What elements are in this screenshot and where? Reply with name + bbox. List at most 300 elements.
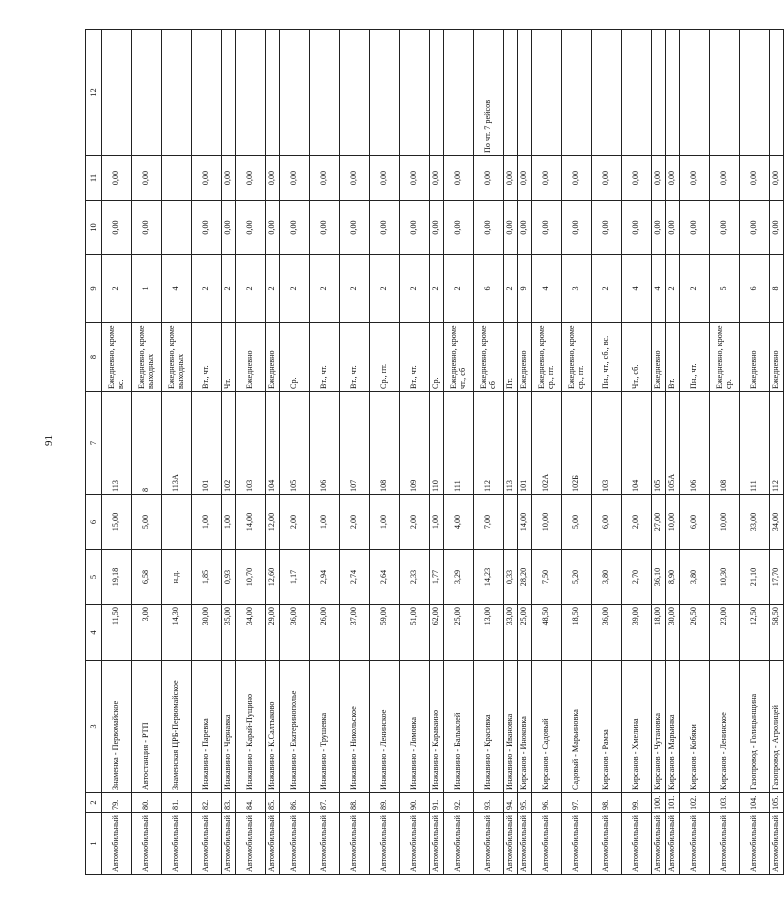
route-code-cell: 105 <box>280 392 310 495</box>
value-cell <box>504 495 518 550</box>
value-cell: 1,17 <box>280 550 310 605</box>
schedule-cell: Ср. <box>430 323 444 392</box>
value-cell: 2,00 <box>400 495 430 550</box>
value-cell: 0,00 <box>310 201 340 255</box>
value-cell: 2,00 <box>622 495 652 550</box>
transport-type-cell: Автомобильный <box>770 813 784 875</box>
table-row <box>370 30 400 875</box>
note-cell <box>236 30 266 156</box>
value-cell: 19,18 <box>102 550 132 605</box>
value-cell: 10,00 <box>532 495 562 550</box>
trips-cell: 2 <box>192 255 222 323</box>
value-cell: 0,00 <box>680 156 710 201</box>
column-header: 4 <box>86 605 102 661</box>
schedule-cell: Пн., чт. <box>680 323 710 392</box>
transport-type-cell: Автомобильный <box>370 813 400 875</box>
route-length-cell: 18,50 <box>562 605 592 661</box>
value-cell: 0,00 <box>592 156 622 201</box>
route-code-cell: 113 <box>504 392 518 495</box>
transport-type-cell: Автомобильный <box>532 813 562 875</box>
row-number-cell: 87. <box>310 793 340 813</box>
value-cell: 0,00 <box>280 201 310 255</box>
trips-cell: 2 <box>680 255 710 323</box>
note-cell <box>162 30 192 156</box>
value-cell: 15,00 <box>102 495 132 550</box>
schedule-cell: Вт., чт. <box>340 323 370 392</box>
value-cell: 0,93 <box>222 550 236 605</box>
value-cell: 34,00 <box>770 495 784 550</box>
value-cell: 1,00 <box>370 495 400 550</box>
value-cell: 1,77 <box>430 550 444 605</box>
route-name-cell: Кирсанов - Кобяки <box>680 661 710 793</box>
trips-cell: 4 <box>622 255 652 323</box>
value-cell: 10,30 <box>710 550 740 605</box>
route-code-cell: 102Б <box>562 392 592 495</box>
route-length-cell: 3,00 <box>132 605 162 661</box>
table-row <box>280 30 310 875</box>
table-row <box>710 30 740 875</box>
table-row <box>680 30 710 875</box>
note-cell <box>740 30 770 156</box>
route-name-cell: Инжавино - К.Салтыково <box>266 661 280 793</box>
value-cell: 0,00 <box>770 201 784 255</box>
value-cell: 0,33 <box>504 550 518 605</box>
value-cell: 0,00 <box>518 201 532 255</box>
value-cell: 14,00 <box>236 495 266 550</box>
route-code-cell: 112 <box>474 392 504 495</box>
schedule-cell: Ежедневно <box>518 323 532 392</box>
value-cell: 28,20 <box>518 550 532 605</box>
schedule-cell: Ежедневно, кроме ср., пт. <box>562 323 592 392</box>
route-length-cell: 39,00 <box>622 605 652 661</box>
table-row <box>666 30 680 875</box>
route-length-cell: 12,50 <box>740 605 770 661</box>
table-row <box>266 30 280 875</box>
value-cell: 0,00 <box>652 201 666 255</box>
note-cell <box>310 30 340 156</box>
value-cell: 7,00 <box>474 495 504 550</box>
row-number-cell: 97. <box>562 793 592 813</box>
route-length-cell: 30,00 <box>192 605 222 661</box>
row-number-cell: 93. <box>474 793 504 813</box>
transport-type-cell: Автомобильный <box>430 813 444 875</box>
value-cell: 10,00 <box>666 495 680 550</box>
note-cell <box>266 30 280 156</box>
route-length-cell: 36,00 <box>592 605 622 661</box>
value-cell: 2,00 <box>280 495 310 550</box>
row-number-cell: 101. <box>666 793 680 813</box>
value-cell: 6,00 <box>680 495 710 550</box>
value-cell: 1,00 <box>222 495 236 550</box>
row-number-cell: 85. <box>266 793 280 813</box>
schedule-cell: Вт., чт. <box>192 323 222 392</box>
trips-cell: 2 <box>236 255 266 323</box>
note-cell <box>340 30 370 156</box>
table-row <box>192 30 222 875</box>
trips-cell: 2 <box>370 255 400 323</box>
note-cell <box>710 30 740 156</box>
row-number-cell: 105. <box>770 793 784 813</box>
transport-type-cell: Автомобильный <box>310 813 340 875</box>
value-cell: 0,00 <box>680 201 710 255</box>
route-name-cell: Инжавино - Ивановка <box>504 661 518 793</box>
transport-type-cell: Автомобильный <box>740 813 770 875</box>
trips-cell: 9 <box>518 255 532 323</box>
trips-cell: 2 <box>266 255 280 323</box>
value-cell: 0,00 <box>532 156 562 201</box>
value-cell: 8,90 <box>666 550 680 605</box>
column-header: 8 <box>86 323 102 392</box>
value-cell: 0,00 <box>444 156 474 201</box>
column-header: 6 <box>86 495 102 550</box>
route-name-cell: Кирсанов - Иноковка <box>518 661 532 793</box>
schedule-cell: Ежедневно <box>236 323 266 392</box>
value-cell: 0,00 <box>266 201 280 255</box>
row-number-cell: 92. <box>444 793 474 813</box>
page-number: 91 <box>43 435 55 446</box>
value-cell: 0,00 <box>532 201 562 255</box>
row-number-cell: 88. <box>340 793 370 813</box>
trips-cell: 2 <box>504 255 518 323</box>
value-cell: 0,00 <box>518 156 532 201</box>
table-body <box>102 30 784 875</box>
note-cell <box>132 30 162 156</box>
value-cell: 36,10 <box>652 550 666 605</box>
table-row <box>562 30 592 875</box>
schedule-cell: Вт., чт. <box>400 323 430 392</box>
note-cell <box>400 30 430 156</box>
note-cell <box>666 30 680 156</box>
route-length-cell: 26,00 <box>310 605 340 661</box>
table-row <box>236 30 266 875</box>
table-row <box>740 30 770 875</box>
trips-cell: 2 <box>592 255 622 323</box>
note-cell <box>770 30 784 156</box>
route-code-cell: 106 <box>310 392 340 495</box>
route-length-cell: 59,00 <box>370 605 400 661</box>
route-length-cell: 58,50 <box>770 605 784 661</box>
note-cell <box>280 30 310 156</box>
value-cell: 5,20 <box>562 550 592 605</box>
route-name-cell: Инжавино - Ленинское <box>370 661 400 793</box>
route-name-cell: Знаменка - Первомайское <box>102 661 132 793</box>
table-row <box>444 30 474 875</box>
table-row <box>474 30 504 875</box>
table-row <box>532 30 562 875</box>
transport-type-cell: Автомобильный <box>266 813 280 875</box>
value-cell: 0,00 <box>280 156 310 201</box>
value-cell: 0,00 <box>666 156 680 201</box>
table-row <box>132 30 162 875</box>
value-cell: 7,50 <box>532 550 562 605</box>
value-cell: 0,00 <box>622 156 652 201</box>
value-cell: 0,00 <box>504 156 518 201</box>
note-cell <box>592 30 622 156</box>
row-number-cell: 95. <box>518 793 532 813</box>
note-cell <box>102 30 132 156</box>
value-cell <box>162 156 192 201</box>
value-cell: 0,00 <box>710 156 740 201</box>
route-code-cell: 112 <box>770 392 784 495</box>
route-code-cell: 8 <box>132 392 162 495</box>
value-cell: 0,00 <box>430 156 444 201</box>
transport-type-cell: Автомобильный <box>340 813 370 875</box>
transport-type-cell: Автомобильный <box>504 813 518 875</box>
schedule-cell: Вт., чт. <box>310 323 340 392</box>
route-name-cell: Кирсанов - Хмелина <box>622 661 652 793</box>
value-cell: 27,00 <box>652 495 666 550</box>
route-name-cell: Кирсанов - Садовый <box>532 661 562 793</box>
value-cell: 0,00 <box>192 156 222 201</box>
trips-cell: 4 <box>652 255 666 323</box>
route-name-cell: Инжавино - Карай-Пущино <box>236 661 266 793</box>
route-length-cell: 33,00 <box>504 605 518 661</box>
trips-cell: 2 <box>430 255 444 323</box>
row-number-cell: 100. <box>652 793 666 813</box>
schedule-cell: Ежедневно, кроме ср. <box>710 323 740 392</box>
schedule-cell: Вт. <box>666 323 680 392</box>
table-row <box>652 30 666 875</box>
route-code-cell: 108 <box>370 392 400 495</box>
transport-type-cell: Автомобильный <box>192 813 222 875</box>
value-cell: 5,00 <box>562 495 592 550</box>
route-length-cell: 35,00 <box>222 605 236 661</box>
table-row <box>430 30 444 875</box>
value-cell: 0,00 <box>622 201 652 255</box>
route-name-cell: Газопровод - Голицынщина <box>740 661 770 793</box>
table-row <box>518 30 532 875</box>
value-cell: 2,00 <box>340 495 370 550</box>
row-number-cell: 83. <box>222 793 236 813</box>
trips-cell: 2 <box>340 255 370 323</box>
route-length-cell: 25,00 <box>444 605 474 661</box>
route-code-cell: 108 <box>710 392 740 495</box>
value-cell: 2,94 <box>310 550 340 605</box>
row-number-cell: 86. <box>280 793 310 813</box>
transport-type-cell: Автомобильный <box>710 813 740 875</box>
route-name-cell: Знаменская ЦРБ-Первомайское <box>162 661 192 793</box>
note-cell: По чт. 7 рейсов <box>474 30 504 156</box>
route-name-cell: Инжавино - Красивка <box>474 661 504 793</box>
transport-type-cell: Автомобильный <box>474 813 504 875</box>
route-code-cell: 106 <box>680 392 710 495</box>
note-cell <box>192 30 222 156</box>
schedule-cell: Ежедневно <box>770 323 784 392</box>
value-cell: 0,00 <box>192 201 222 255</box>
note-cell <box>532 30 562 156</box>
route-length-cell: 62,00 <box>430 605 444 661</box>
trips-cell: 5 <box>710 255 740 323</box>
transport-type-cell: Автомобильный <box>102 813 132 875</box>
trips-cell: 2 <box>280 255 310 323</box>
route-length-cell: 30,00 <box>666 605 680 661</box>
schedule-cell: Ежедневно, кроме сб <box>474 323 504 392</box>
route-name-cell: Инжавино - Екатеринополье <box>280 661 310 793</box>
value-cell <box>162 495 192 550</box>
value-cell: 33,00 <box>740 495 770 550</box>
table-row <box>310 30 340 875</box>
schedule-cell: Ежедневно, кроме чт., сб <box>444 323 474 392</box>
column-header: 5 <box>86 550 102 605</box>
value-cell: 17,70 <box>770 550 784 605</box>
value-cell: 0,00 <box>562 201 592 255</box>
route-name-cell: Инжавино - Паревка <box>192 661 222 793</box>
value-cell: 0,00 <box>102 156 132 201</box>
value-cell: 6,00 <box>592 495 622 550</box>
value-cell: 0,00 <box>370 156 400 201</box>
note-cell <box>504 30 518 156</box>
row-number-cell: 90. <box>400 793 430 813</box>
transport-type-cell: Автомобильный <box>162 813 192 875</box>
value-cell: 0,00 <box>222 201 236 255</box>
value-cell: н.д. <box>162 550 192 605</box>
value-cell <box>162 201 192 255</box>
row-number-cell: 89. <box>370 793 400 813</box>
schedule-cell: Ежедневно, кроме выходных <box>162 323 192 392</box>
route-name-cell: Инжавино - Чернавка <box>222 661 236 793</box>
value-cell: 5,00 <box>132 495 162 550</box>
route-length-cell: 18,00 <box>652 605 666 661</box>
schedule-cell: Чт., сб. <box>622 323 652 392</box>
schedule-cell: Ежедневно, кроме вс. <box>102 323 132 392</box>
row-number-cell: 103. <box>710 793 740 813</box>
transport-type-cell: Автомобильный <box>222 813 236 875</box>
column-header: 12 <box>86 30 102 156</box>
trips-cell: 8 <box>770 255 784 323</box>
transport-type-cell: Автомобильный <box>592 813 622 875</box>
value-cell: 0,00 <box>770 156 784 201</box>
table-row <box>340 30 370 875</box>
route-name-cell: Кирсанов - Ленинское <box>710 661 740 793</box>
schedule-cell: Ежедневно, кроме выходных <box>132 323 162 392</box>
transport-type-cell: Автомобильный <box>680 813 710 875</box>
header-row <box>86 30 102 875</box>
route-name-cell: Кирсанов - Рамза <box>592 661 622 793</box>
route-name-cell: Инжавино - Трушевка <box>310 661 340 793</box>
schedule-cell: Ср., пт. <box>370 323 400 392</box>
row-number-cell: 98. <box>592 793 622 813</box>
table-row <box>400 30 430 875</box>
row-number-cell: 99. <box>622 793 652 813</box>
transport-type-cell: Автомобильный <box>132 813 162 875</box>
trips-cell: 6 <box>740 255 770 323</box>
column-header: 10 <box>86 201 102 255</box>
route-code-cell: 101 <box>518 392 532 495</box>
value-cell: 0,00 <box>132 156 162 201</box>
value-cell: 0,00 <box>340 201 370 255</box>
trips-cell: 2 <box>102 255 132 323</box>
transport-type-cell: Автомобильный <box>666 813 680 875</box>
value-cell: 0,00 <box>562 156 592 201</box>
row-number-cell: 102. <box>680 793 710 813</box>
transport-type-cell: Автомобильный <box>280 813 310 875</box>
value-cell: 14,23 <box>474 550 504 605</box>
note-cell <box>430 30 444 156</box>
column-header: 11 <box>86 156 102 201</box>
rotated-table-container <box>85 30 781 875</box>
transport-type-cell: Автомобильный <box>622 813 652 875</box>
schedule-cell: Ежедневно, кроме ср., пт. <box>532 323 562 392</box>
route-length-cell: 34,00 <box>236 605 266 661</box>
route-length-cell: 14,30 <box>162 605 192 661</box>
route-code-cell: 110 <box>430 392 444 495</box>
value-cell: 3,80 <box>592 550 622 605</box>
schedule-cell: Ежедневно <box>266 323 280 392</box>
route-code-cell: 113 <box>102 392 132 495</box>
row-number-cell: 104. <box>740 793 770 813</box>
route-name-cell: Инжавино - Балыклей <box>444 661 474 793</box>
schedule-cell: Пн., чт., сб., вс. <box>592 323 622 392</box>
trips-cell: 2 <box>666 255 680 323</box>
table-row <box>102 30 132 875</box>
trips-cell: 2 <box>310 255 340 323</box>
value-cell: 0,00 <box>400 201 430 255</box>
table-row <box>222 30 236 875</box>
table-row <box>162 30 192 875</box>
trips-cell: 3 <box>562 255 592 323</box>
value-cell: 0,00 <box>666 201 680 255</box>
transport-type-cell: Автомобильный <box>400 813 430 875</box>
value-cell: 0,00 <box>222 156 236 201</box>
trips-cell: 2 <box>400 255 430 323</box>
note-cell <box>562 30 592 156</box>
trips-cell: 6 <box>474 255 504 323</box>
transport-type-cell: Автомобильный <box>562 813 592 875</box>
route-code-cell: 111 <box>444 392 474 495</box>
value-cell: 0,00 <box>740 156 770 201</box>
note-cell <box>222 30 236 156</box>
value-cell: 0,00 <box>430 201 444 255</box>
column-header: 7 <box>86 392 102 495</box>
route-name-cell: Инжавино - Караваино <box>430 661 444 793</box>
value-cell: 0,00 <box>370 201 400 255</box>
route-length-cell: 36,00 <box>280 605 310 661</box>
transport-type-cell: Автомобильный <box>518 813 532 875</box>
value-cell: 0,00 <box>710 201 740 255</box>
note-cell <box>518 30 532 156</box>
value-cell: 6,58 <box>132 550 162 605</box>
value-cell: 0,00 <box>504 201 518 255</box>
table-row <box>592 30 622 875</box>
note-cell <box>444 30 474 156</box>
value-cell: 2,70 <box>622 550 652 605</box>
value-cell: 0,00 <box>400 156 430 201</box>
route-code-cell: 104 <box>266 392 280 495</box>
route-length-cell: 26,50 <box>680 605 710 661</box>
table-row <box>622 30 652 875</box>
route-length-cell: 51,00 <box>400 605 430 661</box>
value-cell: 1,00 <box>310 495 340 550</box>
route-code-cell: 109 <box>400 392 430 495</box>
value-cell: 0,00 <box>592 201 622 255</box>
trips-cell: 2 <box>444 255 474 323</box>
value-cell: 1,00 <box>430 495 444 550</box>
route-code-cell: 103 <box>592 392 622 495</box>
trips-cell: 1 <box>132 255 162 323</box>
schedule-cell: Пт. <box>504 323 518 392</box>
schedule-cell: Ежедневно <box>652 323 666 392</box>
route-length-cell: 11,50 <box>102 605 132 661</box>
note-cell <box>370 30 400 156</box>
route-name-cell: Газопровод - Агролицей <box>770 661 784 793</box>
value-cell: 2,64 <box>370 550 400 605</box>
value-cell: 0,00 <box>236 201 266 255</box>
value-cell: 12,60 <box>266 550 280 605</box>
schedule-cell: Ежедневно <box>740 323 770 392</box>
route-name-cell: Садовый - Марьиновка <box>562 661 592 793</box>
note-cell <box>622 30 652 156</box>
schedule-cell: Чт. <box>222 323 236 392</box>
